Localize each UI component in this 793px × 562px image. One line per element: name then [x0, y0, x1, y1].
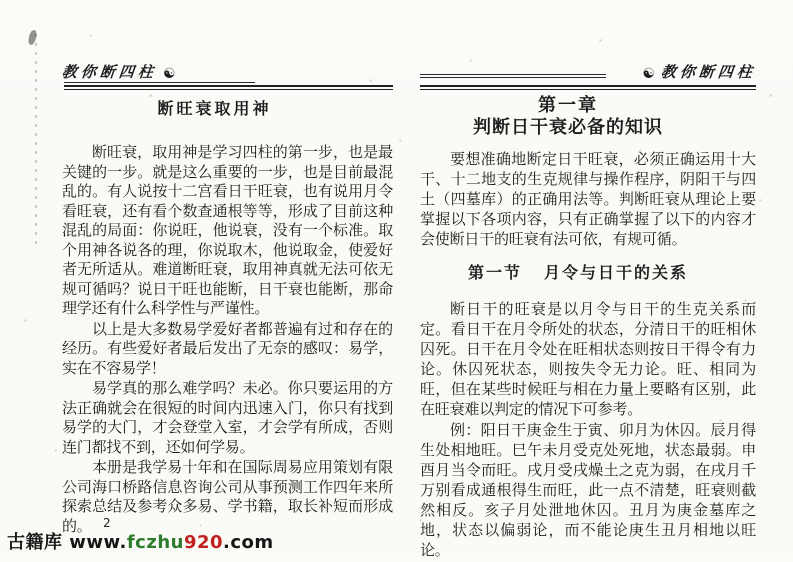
- left-page-title: 断旺衰取用神: [157, 101, 272, 118]
- header-rule-thin: [64, 89, 393, 90]
- right-running-head-title: 教你断四柱: [659, 65, 757, 81]
- chapter-intro: [420, 150, 756, 250]
- paragraph: 易学真的那么难学吗？未必。你只要运用的方法正确就会在很短的时间内迅速入门，你只有找到易学的大门，才会登堂入室，才会学有所成，否则连门都找不到，还如何学易。: [62, 381, 393, 456]
- head-underline: [64, 82, 255, 83]
- page-number: 2: [103, 516, 111, 530]
- chapter-heading: [420, 94, 716, 138]
- watermark-text-red: 920: [183, 532, 224, 553]
- right-running-head: [420, 58, 756, 82]
- left-running-head: [62, 58, 393, 82]
- header-rule-thick: [420, 85, 756, 87]
- paragraph: 例：阳日干庚金生于寅、卯月为休囚。辰月得生处相地旺。巳午未月受克处死地，状态最弱。申酉月当令而旺。戌月受戌燥土之克为弱，在戌月千万别看成通根得生而旺，此一点不清楚，旺衰则截然相反。亥子月处泄地休囚。丑月为庚金墓库之地，状态以偏弱论，而不能论庚生丑月相地以旺论。: [420, 423, 756, 559]
- chapter-title: 判断日干衰必备的知识: [473, 117, 663, 137]
- paragraph: 断日干的旺衰是以月令与日干的生克关系而定。看日干在月令所处的状态，分清日干的旺相休囚死。日干在月令处在旺相状态则按日干得令有力论。休囚死状态，则按失令无力论。旺、相同为旺，但在某些时候旺与相在力量上要略有区别，此在旺衰难以判定的情况下可参考。: [420, 302, 756, 418]
- section-title: 月令与日干的关系: [544, 265, 689, 282]
- paragraph: 断旺衰，取用神是学习四柱的第一步，也是最关键的一步。就是这么重要的一步，也是目前最混乱的。有人说按十二宫看日干旺衰，也有说用月令看旺衰，还有看个数查通根等等，形成了目前这种混乱的局面：你说旺，他说衰，没有一个标准。取个用神各说各的理，你说取木，他说取金，使爱好者无所适从。难道断旺衰，取用神真就无法可依无规可循吗？说日干旺也能断，日干衰也能断，那命理学还有什么科学性与严谨性。: [62, 145, 393, 317]
- yinyang-logo-icon: ☯: [642, 67, 655, 82]
- scan-artifact-specks: [0, 0, 1, 1]
- right-body-text: [420, 300, 756, 561]
- section-number: 第一节: [467, 265, 522, 282]
- head-underline-upper: [420, 74, 606, 75]
- watermark-text-black-2: .com: [223, 532, 274, 553]
- watermark-text-black-1: 古籍库 www.: [7, 532, 127, 553]
- yinyang-logo-icon: ☯: [163, 67, 176, 82]
- paragraph: 本册是我学易十年和在国际周易应用策划有限公司海口桥路信息咨询公司从事预测工作四年来所探索总结及参考众多易、学书籍，取长补短而形成的。: [62, 460, 393, 535]
- paragraph: 以上是大多数易学爱好者都普遍有过和存在的经历。有些爱好者最后发出了无奈的感叹：易学，实在不容易学！: [62, 321, 393, 377]
- header-rule-thick: [64, 85, 393, 87]
- chapter-number: 第一章: [538, 95, 598, 115]
- right-page: [420, 58, 756, 562]
- head-underline-lower: [420, 77, 606, 78]
- paragraph: 要想准确地断定日干旺衰，必须正确运用十大干、十二地支的生克规律与操作程序，阴阳干与四土（四墓库）的正确用法等。判断旺衰从理论上要掌握以下各项内容，只有正确掌握了以下的内容才会使断日干的旺衰有法可依，有规可循。: [420, 152, 756, 248]
- left-body-text: [62, 144, 393, 537]
- section-heading: [420, 264, 736, 283]
- watermark: [7, 528, 274, 554]
- left-page: [62, 58, 393, 538]
- left-running-head-title: 教你断四柱: [61, 65, 158, 81]
- scan-artifact-streak: [35, 34, 37, 244]
- watermark-text-green: fczhu: [126, 532, 184, 553]
- header-rule-thin: [420, 89, 756, 90]
